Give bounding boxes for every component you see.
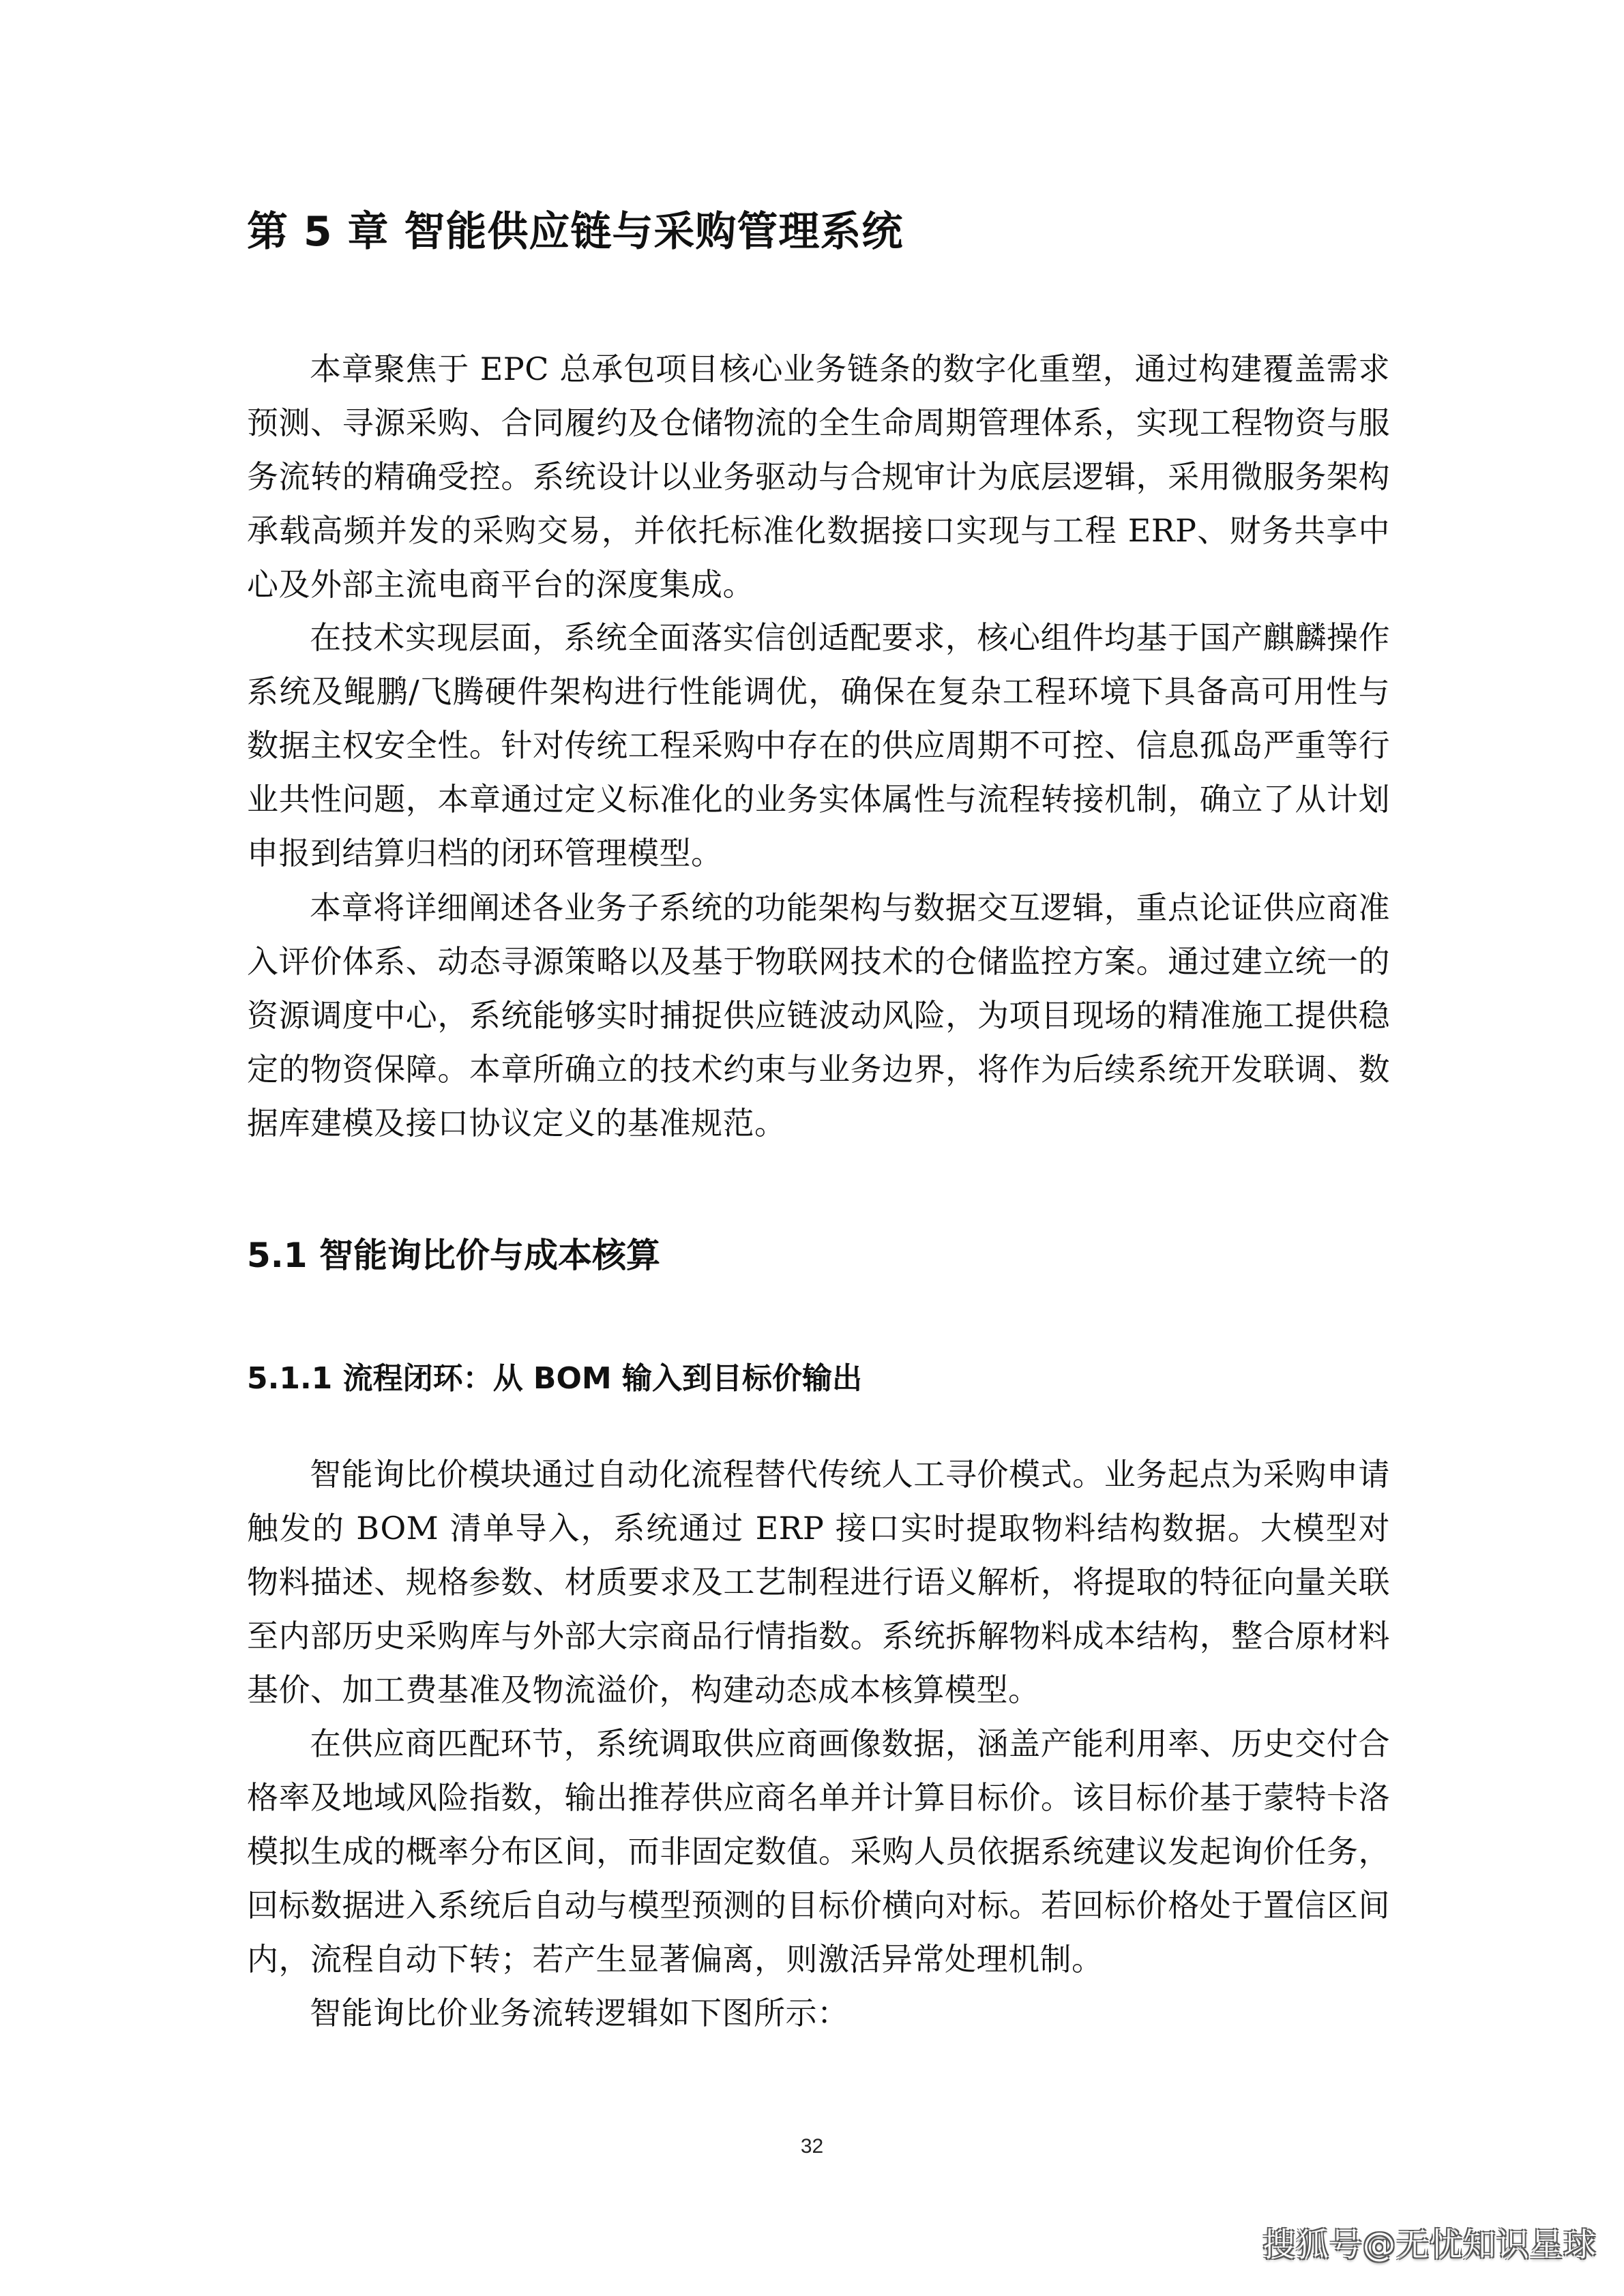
subsection-title: 5.1.1 流程闭环：从 BOM 输入到目标价输出 xyxy=(247,1361,862,1396)
intro-paragraph-3: 本章将详细阐述各业务子系统的功能架构与数据交互逻辑，重点论证供应商准入评价体系、动态寻源策略以及基于物联网技术的仓储监控方案。通过建立统一的资源调度中心，系统能够实时捕捉供应链波动风险，为项目现场的精准施工提供稳定的物资保障。本章所确立的技术约束与业务边界，将作为后续系统开发联调、数据库建模及接口协议定义的基准规范。 xyxy=(247,889,1390,1142)
intro-paragraph-1: 本章聚焦于 EPC 总承包项目核心业务链条的数字化重塑，通过构建覆盖需求预测、寻源采购、合同履约及仓储物流的全生命周期管理体系，实现工程物资与服务流转的精确受控。系统设计以业务驱动与合规审计为底层逻辑，采用微服务架构承载高频并发的采购交易，并依托标准化数据接口实现与工程 ERP、财务共享中心及外部主流电商平台的深度集成。 xyxy=(247,351,1390,603)
intro-paragraph-2: 在技术实现层面，系统全面落实信创适配要求，核心组件均基于国产麒麟操作系统及鲲鹏/飞腾硬件架构进行性能调优，确保在复杂工程环境下具备高可用性与数据主权安全性。针对传统工程采购中存在的供应周期不可控、信息孤岛严重等行业共性问题，本章通过定义标准化的业务实体属性与流程转接机制，确立了从计划申报到结算归档的闭环管理模型。 xyxy=(247,619,1390,871)
body-paragraph-2: 在供应商匹配环节，系统调取供应商画像数据，涵盖产能利用率、历史交付合格率及地域风险指数，输出推荐供应商名单并计算目标价。该目标价基于蒙特卡洛模拟生成的概率分布区间，而非固定数值。采购人员依据系统建议发起询价任务，回标数据进入系统后自动与模型预测的目标价横向对标。若回标价格处于置信区间内，流程自动下转；若产生显著偏离，则激活异常处理机制。 xyxy=(247,1725,1390,1978)
body-paragraph-1: 智能询比价模块通过自动化流程替代传统人工寻价模式。业务起点为采购申请触发的 BOM 清单导入，系统通过 ERP 接口实时提取物料结构数据。大模型对物料描述、规格参数、材质要求及工艺制程进行语义解析，将提取的特征向量关联至内部历史采购库与外部大宗商品行情指数。系统拆解物料成本结构，整合原材料基价、加工费基准及物流溢价，构建动态成本核算模型。 xyxy=(247,1456,1390,1708)
page-number: 32 xyxy=(800,2135,824,2158)
body-paragraph-3: 智能询比价业务流转逻辑如下图所示： xyxy=(310,1995,849,2031)
watermark: 搜狐号@无忧知识星球 xyxy=(1262,2226,1597,2264)
chapter-title: 第 5 章 智能供应链与采购管理系统 xyxy=(247,208,904,256)
section-title: 5.1 智能询比价与成本核算 xyxy=(247,1236,660,1275)
